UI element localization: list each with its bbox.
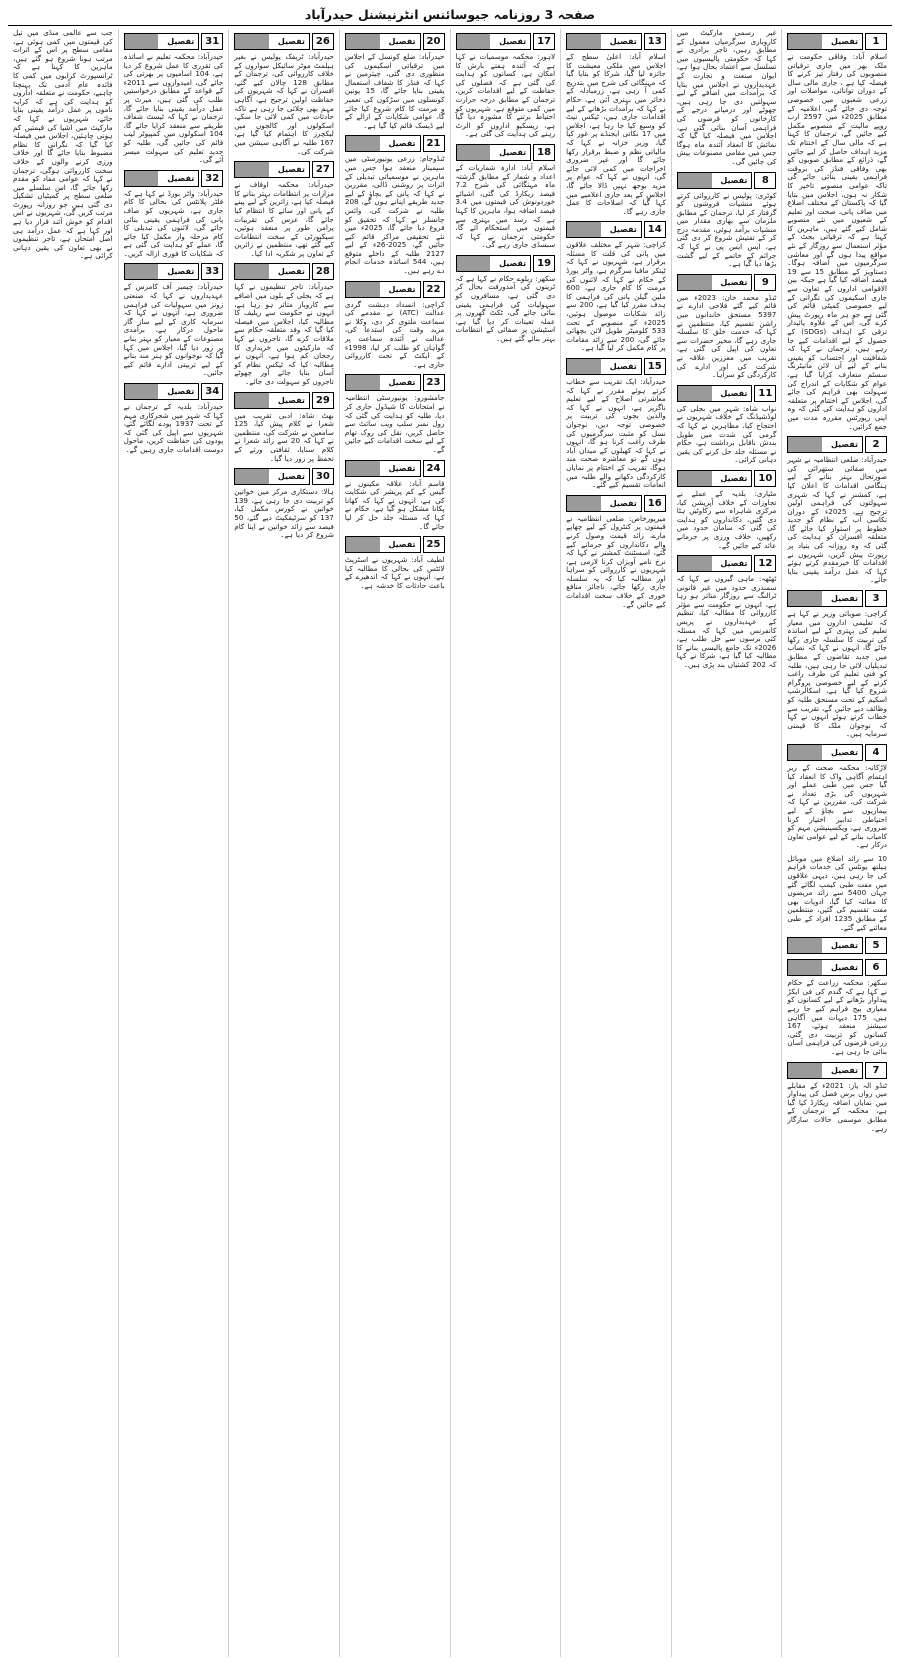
article-text: اسلام آباد: اعلیٰ سطح کے اجلاس میں ملکی معیشت کا جائزہ لیا گیا، شرکا کو بتایا گیا کہ مہنگائی کی شرح میں بتدریج کمی آ رہی ہے، زرمبادلہ کے ذخائر میں بہتری آئی ہے، حکام نے کہا کہ برآمدات بڑھانے کے لیے اقدامات جاری ہیں، ٹیکس نیٹ کو وسیع کیا جا رہا ہے، اجلاس میں 17 نکاتی ایجنڈے پر غور کیا گیا، وزیر خزانہ نے کہا کہ مالیاتی نظم و ضبط برقرار رکھا جائے گا اور غیر ضروری اخراجات میں کمی لائی جائے گی، انہوں نے کہا کہ عوام پر مزید بوجھ نہیں ڈالا جائے گا، اجلاس کے بعد جاری اعلامیے میں کہا گیا کہ اصلاحات کا عمل جاری رہے گا۔: [566, 52, 666, 216]
headline-bar: [124, 383, 200, 400]
headline-shade: [346, 34, 380, 49]
article-block: [345, 135, 445, 275]
article-block: [234, 392, 334, 464]
headline-bar: [234, 263, 310, 280]
article-text: کراچی: صوبائی وزیر نے کہا ہے کہ تعلیمی اداروں میں معیار تعلیم کی بہتری کے لیے اساتذہ کی تربیت کا سلسلہ جاری رکھا جائے گا، انہوں نے کہا کہ نصاب میں جدید تقاضوں کے مطابق تبدیلیاں لائی جا رہی ہیں، طلبہ کو فنی تعلیم کی طرف راغب کرنے کے لیے خصوصی پروگرام شروع کیا گیا ہے، اسکالرشپ اسکیم کے تحت مستحق طلبہ کو وظائف دیے جائیں گے، تقریب سے خطاب کرتے ہوئے انہوں نے کہا کہ نوجوان ملک کا قیمتی سرمایہ ہیں۔: [787, 609, 887, 739]
headline-number: 22: [423, 281, 445, 298]
article-text: جامشورو: یونیورسٹی انتظامیہ نے امتحانات کا شیڈول جاری کر دیا، طلبہ کو ہدایت کی گئی کہ رول نمبر سلپ ویب سائٹ سے حاصل کریں، نقل کی روک تھام کے لیے سخت اقدامات کیے جائیں گے۔: [344, 393, 445, 454]
headline-caption: تفصیل: [388, 284, 416, 294]
article-block: [677, 172, 777, 269]
article-text: ٹنڈوجام: زرعی یونیورسٹی میں سیمینار منعقد ہوا جس میں ماہرین نے موسمیاتی تبدیلی کے اثرات پر روشنی ڈالی، مقررین نے کہا کہ پانی کے بچاؤ کے لیے جدید طریقے اپنانے ہوں گے، 208 طلبہ نے شرکت کی، وائس چانسلر نے کہا کہ تحقیق کو فروغ دیا جائے گا، 2025ء میں نئے تحقیقی مراکز قائم کیے جائیں گے، 2025-26ء کے لیے 2127 طلبہ کے داخلے متوقع ہیں، 544 اساتذہ خدمات انجام دے رہے ہیں۔: [344, 154, 445, 276]
headline-shade: [678, 275, 712, 290]
headline-bar: [345, 536, 421, 553]
headline-number: 34: [201, 383, 223, 400]
headline-shade: [567, 496, 601, 511]
headline-caption: تفصیل: [167, 267, 195, 277]
article-text: لاہور: محکمہ موسمیات نے کہا ہے کہ آئندہ ہفتے بارش کا امکان ہے، کسانوں کو ہدایت کی گئی ہے کہ فصلوں کی حفاظت کے لیے اقدامات کریں، ترجمان کے مطابق درجہ حرارت میں کمی متوقع ہے، شہریوں کو احتیاط برتنے کا مشورہ دیا گیا ہے، ریسکیو اداروں کو الرٹ رہنے کی ہدایت کی گئی ہے۔: [455, 52, 556, 139]
article-text: کوٹری: پولیس نے کارروائی کرتے ہوئے منشیات فروشوں کو گرفتار کر لیا، ترجمان کے مطابق ملزمان سے بھاری مقدار میں منشیات برآمد ہوئی، مقدمہ درج کر کے تفتیش شروع کر دی گئی ہے، ایس ایس پی نے کہا کہ جرائم کے خاتمے کے لیے گشت بڑھا دیا گیا ہے۔: [676, 190, 777, 269]
headline-shade: [235, 393, 269, 408]
headline-5: [787, 937, 887, 954]
article-text: حیدرآباد: واٹر بورڈ نے کہا ہے کہ فلٹر پلانٹس کی بحالی کا کام جاری ہے، شہریوں کو صاف پانی کی فراہمی یقینی بنائی جائے گی، لائنوں کی تبدیلی کا کام مرحلہ وار مکمل کیا جائے گا، عملے کو ہدایت کی گئی ہے کہ شکایات کا فوری ازالہ کریں۔: [123, 188, 224, 258]
article-text: ٹھٹھہ: ماہی گیروں نے کہا کہ سمندری حدود میں غیر قانونی ٹرالنگ سے روزگار متاثر ہو رہا ہے، انہوں نے حکومت سے مؤثر کارروائی کا مطالبہ کیا، تنظیم کے عہدیداروں نے پریس کانفرنس میں کہا کہ مسئلہ کئی برسوں سے حل طلب ہے، 2026ء تک جامع پالیسی بنانے کا مطالبہ کیا گیا ہے، شرکا نے کہا کہ 202 کشتیاں بند پڑی ہیں۔: [676, 574, 777, 670]
headline-bar: [124, 33, 200, 50]
article-block: [677, 555, 777, 670]
headline-shade: [346, 461, 380, 476]
article-block: [566, 495, 666, 610]
headline-shade: [788, 1063, 822, 1078]
headline-7: [787, 1062, 887, 1079]
article-block: [234, 468, 334, 540]
headline-shade: [678, 386, 712, 401]
headline-bar: [566, 221, 642, 238]
headline-number: 30: [312, 468, 334, 485]
headline-number: 23: [423, 374, 445, 391]
article-text: اسلام آباد: ادارہ شماریات کے اعداد و شمار کے مطابق گزشتہ ماہ مہنگائی کی شرح 7.2 فیصد ریکارڈ کی گئی، اشیائے خوردونوش کی قیمتوں میں 3.4 فیصد اضافہ ہوا، ماہرین کا کہنا ہے کہ رسد میں بہتری سے قیمتوں میں استحکام آئے گا، حکومتی ترجمان نے کہا کہ سبسڈی جاری رہے گی۔: [455, 162, 556, 250]
headline-bar: [124, 263, 200, 280]
headline-shade: [125, 171, 159, 186]
headline-18: [456, 144, 556, 161]
headline-number: 33: [201, 263, 223, 280]
headline-20: [345, 33, 445, 50]
headline-number: 15: [644, 358, 666, 375]
headline-bar: [234, 468, 310, 485]
headline-bar: [677, 555, 753, 572]
headline-9: [677, 274, 777, 291]
headline-number: 4: [865, 744, 887, 761]
headline-number: 18: [533, 144, 555, 161]
article-text: قاسم آباد: علاقہ مکینوں نے گیس کے کم پریشر کی شکایت کی ہے، انہوں نے کہا کہ کھانا پکانا مشکل ہو گیا ہے، حکام نے کہا کہ مسئلہ جلد حل کر لیا جائے گا۔: [344, 478, 445, 531]
column-8: [8, 29, 118, 1657]
headline-shade: [567, 222, 601, 237]
headline-bar: [456, 144, 532, 161]
headline-number: 8: [754, 172, 776, 189]
article-text: 10 سے زائد اضلاع میں موبائل ہیلتھ یونٹس کی خدمات فراہم کی جا رہی ہیں، دیہی علاقوں میں مفت طبی کیمپ لگائے گئے جہاں 5400 سے زائد مریضوں کا معائنہ کیا گیا، ادویات بھی مفت تقسیم کی گئیں، منتظمین کے مطابق 1235 افراد کے طبی معائنے کیے گئے۔: [787, 853, 887, 932]
headline-shade: [125, 34, 159, 49]
article-text: مٹیاری: بلدیہ کے عملے نے تجاوزات کے خلاف آپریشن کیا، مرکزی شاہراہ سے رکاوٹیں ہٹا دی گئیں، دکانداروں کو ہدایت کی گئی کہ سامان حدود میں رکھیں، خلاف ورزی پر جرمانے عائد کیے جائیں گے۔: [676, 488, 777, 550]
headline-15: [566, 358, 666, 375]
headline-shade: [125, 264, 159, 279]
headline-caption: تفصیل: [830, 747, 858, 757]
article-block: [787, 436, 887, 585]
headline-shade: [346, 136, 380, 151]
headline-caption: تفصیل: [499, 37, 527, 46]
headline-caption: تفصیل: [388, 378, 416, 388]
article-block: [124, 33, 224, 165]
headline-shade: [678, 556, 712, 571]
column-7: [118, 29, 229, 1657]
headline-number: 26: [312, 33, 334, 50]
headline-27: [234, 161, 334, 178]
article-block: [234, 263, 334, 386]
headline-19: [456, 255, 556, 272]
column-1: [781, 29, 892, 1657]
article-block: [787, 590, 887, 739]
article-text: ٹنڈو محمد خان: 2023ء میں قائم کیے گئے فلاحی ادارے نے 5397 مستحق خاندانوں میں راشن تقسیم کیا، منتظمین نے کہا کہ خدمت خلق کا سلسلہ جاری رہے گا، مخیر حضرات سے تعاون کی اپیل کی گئی ہے، تقریب میں معززین علاقہ نے شرکت کی اور ادارے کی کارکردگی کو سراہا۔: [676, 292, 777, 380]
article-text: نواب شاہ: شہر میں بجلی کی لوڈشیڈنگ کے خلاف شہریوں نے احتجاج کیا، مظاہرین نے کہا کہ گرمی کی شدت میں طویل بندش ناقابل برداشت ہے، حکام نے مسئلہ جلد حل کرنے کی یقین دہانی کرائی۔: [676, 403, 777, 465]
headline-24: [345, 460, 445, 477]
headline-caption: تفصیل: [277, 37, 305, 46]
headline-number: 27: [312, 161, 334, 178]
headline-number: 21: [423, 135, 445, 152]
headline-6: [787, 959, 887, 976]
headline-25: [345, 536, 445, 553]
headline-caption: تفصیل: [609, 362, 637, 371]
article-block: [566, 33, 666, 216]
article-text: کراچی: شہر کے مختلف علاقوں میں پانی کی قلت کا مسئلہ برقرار ہے، شہریوں نے کہا کہ ٹینکر مافیا سرگرم ہے، واٹر بورڈ کے حکام نے کہا کہ لائنوں کی مرمت کا کام جاری ہے، 600 ملین گیلن پانی کی فراہمی کا ہدف مقرر کیا گیا ہے، 200 سے زائد شکایات موصول ہوئیں، 2025ء کے منصوبے کے تحت 533 کلومیٹر طویل لائن بچھائی جائے گی، 200 سے زائد مقامات پر کام مکمل کر لیا گیا ہے۔: [566, 240, 666, 353]
headline-caption: تفصیل: [720, 388, 748, 398]
article-text: حیدرآباد: ٹریفک پولیس نے بغیر ہیلمٹ موٹر سائیکل سواروں کے خلاف کارروائی کی، ترجمان کے مطابق 128 چالان کیے گئے، افسران نے کہا کہ شہریوں کی حفاظت اولین ترجیح ہے، آگاہی مہم بھی چلائی جا رہی ہے تاکہ حادثات میں کمی لائی جا سکے، اسکولوں اور کالجوں میں لیکچرز کا اہتمام کیا گیا ہے، 167 طلبہ نے آگاہی سیشن میں شرکت کی۔: [234, 52, 334, 156]
headline-caption: تفصیل: [277, 472, 305, 482]
headline-shade: [346, 282, 380, 297]
article-block: [456, 33, 556, 139]
headline-32: [124, 170, 224, 187]
headline-shade: [346, 375, 380, 390]
headline-caption: تفصیل: [720, 559, 748, 569]
headline-bar: [787, 436, 863, 453]
headline-caption: تفصیل: [388, 540, 416, 550]
headline-number: 17: [533, 33, 555, 50]
headline-21: [345, 135, 445, 152]
headline-bar: [345, 281, 421, 298]
headline-bar: [787, 33, 863, 50]
headline-bar: [234, 33, 310, 50]
headline-bar: [234, 392, 310, 409]
headline-caption: تفصیل: [167, 387, 195, 396]
headline-3: [787, 590, 887, 607]
article-text: سکھر: محکمہ زراعت کے حکام نے کہا ہے کہ گندم کی فی ایکڑ پیداوار بڑھانے کے لیے کسانوں کو معیاری بیج فراہم کیے جا رہے ہیں، 175 دیہات میں آگاہی سیشنز منعقد ہوئے، 167 کسانوں کو تربیت دی گئی، زرعی قرضوں کی فراہمی آسان بنائی جا رہی ہے۔: [787, 978, 887, 1056]
column-4: [450, 29, 561, 1657]
headline-bar: [677, 385, 753, 402]
article-block: [124, 263, 224, 378]
headline-number: 12: [754, 555, 776, 572]
article-text: جب سے عالمی منڈی میں تیل کی قیمتوں میں کمی ہوئی ہے، مقامی سطح پر اس کے اثرات مرتب ہونا شروع ہو گئے ہیں، ماہرین کا کہنا ہے کہ ٹرانسپورٹ کرایوں میں کمی کا فائدہ عام آدمی تک پہنچنا چاہیے، حکومت نے متعلقہ اداروں کو ہدایت کی ہے کہ کرایہ ناموں پر عمل درآمد یقینی بنایا جائے، شہریوں نے کہا کہ مارکیٹ میں اشیا کی قیمتیں کم ہونی چاہئیں، اجلاس میں فیصلہ کیا گیا کہ نگرانی کا نظام مضبوط بنایا جائے گا اور خلاف ورزی کرنے والوں کے خلاف سخت کارروائی ہوگی، ترجمان نے کہا کہ عوامی مفاد کو مقدم رکھا جائے گا، اس سلسلے میں ضلعی سطح پر کمیٹیاں تشکیل دی گئی ہیں جو روزانہ رپورٹ مرتب کریں گی، شہریوں نے اس اقدام کو خوش آئند قرار دیا ہے اور کہا ہے کہ عمل درآمد ہی اصل امتحان ہے، تاجر تنظیموں نے بھی تعاون کی یقین دہانی کرائی ہے۔: [13, 29, 113, 261]
headline-caption: تفصیل: [720, 175, 748, 185]
article-text: حیدرآباد: بلدیہ کے ترجمان نے کہا کہ شہر میں شجرکاری مہم کے تحت 1937 پودے لگائے گئے، شہریوں سے اپیل کی گئی کہ پودوں کی حفاظت کریں، ماحول دوست اقدامات جاری رہیں گے۔: [123, 402, 224, 454]
headline-bar: [345, 33, 421, 50]
article-text: کراچی: انسداد دہشت گردی عدالت (ATC) نے مقدمے کی سماعت ملتوی کر دی، وکلا نے مزید وقت کی استدعا کی، عدالت نے آئندہ سماعت پر گواہان کو طلب کر لیا، 1998ء کے ایکٹ کے تحت کارروائی جاری ہے۔: [344, 299, 445, 369]
headline-number: 32: [201, 170, 223, 187]
headline-bar: [677, 274, 753, 291]
headline-bar: [345, 460, 421, 477]
headline-1: [787, 33, 887, 50]
headline-caption: تفصیل: [609, 498, 637, 508]
headline-shade: [346, 537, 380, 552]
article-text: غیر رسمی مارکیٹ میں کاروباری سرگرمیاں معمول کے مطابق رہیں، تاجر برادری نے کہا کہ حکومتی پالیسیوں میں تسلسل سے اعتماد بحال ہوا ہے، ایوان صنعت و تجارت کے عہدیداروں نے اجلاس میں بتایا کہ برآمدات میں اضافے کے لیے سہولتیں دی جا رہی ہیں، چھوٹے اور درمیانے درجے کے کارخانوں کو قرضوں کی فراہمی آسان بنائی گئی ہے، اجلاس میں فیصلہ کیا گیا کہ نمائش کا انعقاد آئندہ ماہ ہوگا جس میں مقامی مصنوعات پیش کی جائیں گی۔: [676, 29, 777, 166]
article-text: لاڑکانہ: محکمہ صحت کے زیر اہتمام آگاہی واک کا انعقاد کیا گیا جس میں طبی عملے اور شہریوں کی بڑی تعداد نے شرکت کی، مقررین نے کہا کہ بیماریوں سے بچاؤ کے لیے احتیاطی تدابیر اختیار کرنا ضروری ہے، ویکسینیشن مہم کو کامیاب بنانے کے لیے عوامی تعاون درکار ہے۔: [787, 762, 887, 850]
headline-number: 16: [644, 495, 666, 512]
headline-shade: [235, 469, 269, 484]
headline-number: 29: [312, 392, 334, 409]
headline-number: 13: [644, 33, 666, 50]
headline-number: 10: [754, 470, 776, 487]
headline-23: [345, 374, 445, 391]
headline-4: [787, 744, 887, 761]
headline-shade: [457, 145, 491, 160]
headline-11: [677, 385, 777, 402]
article-text: اسلام آباد: وفاقی حکومت نے ملک بھر میں جاری ترقیاتی منصوبوں کی رفتار تیز کرنے کا فیصلہ کیا ہے ، جاری مالی سال کے دوران توانائی، مواصلات اور زرعی شعبوں میں خصوصی توجہ دی جائے گی، اعلامیہ کے مطابق 2025ء میں 2597 ارب روپے مالیت کے منصوبے مکمل کیے جائیں گے، ترجمان کا کہنا ہے کہ مالی سال کے اختتام تک مزید اہداف حاصل کر لیے جائیں گے، ذرائع کے مطابق صوبوں کو بھی وفاقی فنڈز کی بروقت فراہمی یقینی بنائی جائے گی تاکہ عوامی منصوبے تاخیر کا شکار نہ ہوں، اجلاس میں بتایا گیا کہ پاکستان کے مختلف اضلاع میں صاف پانی، صحت اور تعلیم کے شعبوں میں نئے منصوبے شامل کیے گئے ہیں، ماہرین کا کہنا ہے کہ ترقیاتی بجٹ کے مؤثر استعمال سے روزگار کے نئے مواقع پیدا ہوں گے اور معاشی سرگرمیوں میں اضافہ ہوگا۔ دستاویز کے مطابق 15 سے 19 فیصد اضافہ کیا گیا ہے جبکہ بین الاقوامی اداروں کے تعاون سے جاری اسکیموں کی نگرانی کے لیے خصوصی کمیٹی قائم کی گئی ہے جو ہر ماہ رپورٹ پیش کرے گی، اس کے علاوہ پائیدار ترقی کے اہداف (SDGs) کے حصول کے لیے اقدامات کیے جا رہے ہیں، ترجمان نے کہا کہ شفافیت اور احتساب کو یقینی بنانے کے لیے آن لائن مانیٹرنگ سسٹم متعارف کرایا گیا ہے، عوام کو شکایات کے اندراج کی سہولت بھی فراہم کی جائے گی، اجلاس کے اختتام پر متعلقہ اداروں کو ہدایت کی گئی کہ وہ اپنی رپورٹس مقررہ مدت میں جمع کرائیں۔: [787, 52, 887, 431]
headline-number: 6: [865, 959, 887, 976]
article-block: [787, 937, 887, 954]
headline-bar: [345, 374, 421, 391]
headline-number: 5: [865, 937, 887, 954]
headline-caption: تفصیل: [499, 147, 527, 157]
headline-bar: [345, 135, 421, 152]
headline-number: 11: [754, 385, 776, 402]
headline-bar: [677, 172, 753, 189]
headline-number: 3: [865, 590, 887, 607]
article-block: [787, 33, 887, 431]
headline-shade: [567, 359, 601, 374]
article-block: [13, 29, 113, 261]
article-text: میرپورخاص: ضلعی انتظامیہ نے قیمتوں پر کنٹرول کے لیے چھاپے مارے، زائد قیمت وصول کرنے والے دکانداروں کو جرمانے کیے گئے، اسسٹنٹ کمشنر نے کہا کہ نرخ نامے آویزاں کرنا لازمی ہے، شہریوں نے کارروائی کو سراہا اور مطالبہ کیا کہ یہ سلسلہ جاری رکھا جائے، ناجائز منافع خوری کے خلاف سخت اقدامات کیے جائیں گے۔: [566, 513, 666, 609]
headline-number: 1: [865, 33, 887, 50]
headline-bar: [787, 937, 863, 954]
article-text: حیدرآباد: تاجر تنظیموں نے کہا ہے کہ بجلی کے بلوں میں اضافے سے کاروبار متاثر ہو رہا ہے، انہوں نے حکومت سے ریلیف کا مطالبہ کیا، اجلاس میں فیصلہ کیا گیا کہ وفد متعلقہ حکام سے ملاقات کرے گا، تاجروں نے کہا کہ مارکیٹوں میں خریداری کا رجحان کم ہوا ہے، انہوں نے مطالبہ کیا کہ ٹیکس نظام کو آسان بنایا جائے اور چھوٹے تاجروں کو سہولت دی جائے۔: [234, 282, 334, 386]
article-text: حیدرآباد: ضلع کونسل کے اجلاس میں ترقیاتی اسکیموں کی منظوری دی گئی، چیئرمین نے کہا کہ فنڈز کا شفاف استعمال یقینی بنایا جائے گا، 15 یونین کونسلوں میں سڑکوں کی تعمیر و مرمت کا کام شروع کیا جائے گا، عوامی شکایات کے ازالے کے لیے ڈیسک قائم کیا گیا ہے۔: [344, 52, 445, 130]
headline-shade: [678, 173, 712, 188]
headline-shade: [457, 256, 491, 271]
article-text: ٹنڈو الہ یار: 2021ء کے مقابلے میں رواں برس فصل کی پیداوار میں نمایاں اضافہ ریکارڈ کیا گیا ہے، محکمہ کے ترجمان کے مطابق موسمی حالات سازگار رہے۔: [787, 1080, 887, 1133]
article-text: بھٹ شاہ: ادبی تقریب میں شعرا نے کلام پیش کیا، 125 سامعین نے شرکت کی، منتظمین نے کہا کہ 20 سے زائد شعرا نے کلام سنایا، ثقافتی ورثے کے تحفظ پر زور دیا گیا۔: [234, 410, 334, 463]
headline-caption: تفصیل: [167, 37, 195, 46]
article-block: [456, 255, 556, 344]
headline-shade: [125, 384, 159, 399]
headline-number: 20: [423, 33, 445, 50]
headline-31: [124, 33, 224, 50]
headline-shade: [457, 34, 491, 49]
article-block: [787, 959, 887, 1056]
headline-number: 25: [423, 536, 445, 553]
headline-13: [566, 33, 666, 50]
headline-caption: تفصیل: [830, 440, 858, 450]
headline-shade: [788, 938, 822, 953]
headline-bar: [566, 495, 642, 512]
headline-17: [456, 33, 556, 50]
headline-caption: تفصیل: [830, 963, 858, 973]
article-block: [566, 221, 666, 353]
headline-22: [345, 281, 445, 298]
headline-number: 9: [754, 274, 776, 291]
headline-bar: [787, 590, 863, 607]
article-block: [124, 170, 224, 259]
article-text: ہالا: دستکاری مرکز میں خواتین کو تربیت دی جا رہی ہے، 139 خواتین نے کورس مکمل کیا، 137 کو سرٹیفکیٹ دیے گئے، 50 فیصد سے زائد خواتین نے اپنا کام شروع کر دیا ہے۔: [234, 487, 334, 540]
article-block: [787, 1062, 887, 1134]
headline-34: [124, 383, 224, 400]
column-3: [560, 29, 671, 1657]
headline-caption: تفصیل: [167, 173, 195, 183]
headline-caption: تفصیل: [830, 1065, 858, 1075]
headline-2: [787, 436, 887, 453]
headline-bar: [787, 1062, 863, 1079]
headline-number: 19: [533, 255, 555, 272]
headline-caption: تفصیل: [388, 139, 416, 149]
article-block: [234, 161, 334, 258]
headline-8: [677, 172, 777, 189]
headline-16: [566, 495, 666, 512]
headline-33: [124, 263, 224, 280]
article-block: [124, 383, 224, 455]
headline-caption: تفصیل: [720, 277, 748, 287]
headline-bar: [787, 959, 863, 976]
column-container: [8, 29, 892, 1657]
headline-shade: [788, 745, 822, 760]
headline-bar: [456, 33, 532, 50]
headline-shade: [788, 437, 822, 452]
headline-shade: [235, 34, 269, 49]
headline-12: [677, 555, 777, 572]
column-6: [228, 29, 339, 1657]
page-masthead: صفحہ 3 روزنامہ جیوسائنس انٹرنیشنل حیدرآباد: [8, 6, 892, 26]
headline-bar: [677, 470, 753, 487]
article-text: حیدرآباد: محکمہ اوقاف نے مزارات پر انتظامات بہتر بنانے کا فیصلہ کیا ہے، زائرین کے لیے پینے کے پانی اور سائے کا انتظام کیا جائے گا، عرس کی تقریبات پرامن طور پر منعقد ہوئیں، سیکیورٹی کے سخت انتظامات کیے گئے تھے، منتظمین نے زائرین کے تعاون پر شکریہ ادا کیا۔: [234, 180, 334, 258]
headline-bar: [787, 744, 863, 761]
column-5: [339, 29, 450, 1657]
headline-caption: تفصیل: [830, 37, 858, 46]
article-block: [677, 274, 777, 380]
headline-caption: تفصیل: [609, 37, 637, 46]
headline-caption: تفصیل: [499, 258, 527, 268]
headline-shade: [788, 591, 822, 606]
headline-14: [566, 221, 666, 238]
article-block: [456, 144, 556, 250]
article-text: حیدرآباد: محکمہ تعلیم نے اساتذہ کی تقرری کا عمل شروع کر دیا ہے، 104 اسامیوں پر بھرتی کی جائے گی، امیدواروں سے 2011ء کے قواعد کے مطابق درخواستیں طلب کی گئی ہیں، میرٹ پر عمل درآمد یقینی بنایا جائے گا، ترجمان نے کہا کہ ٹیسٹ شفاف طریقے سے منعقد کرایا جائے گا، 104 اسکولوں میں کمپیوٹر لیب قائم کی جائیں گی، طلبہ کو جدید تعلیم کی سہولت میسر آئے گی۔: [123, 52, 224, 165]
headline-number: 31: [201, 33, 223, 50]
headline-26: [234, 33, 334, 50]
headline-caption: تفصیل: [830, 941, 858, 951]
article-block: [787, 855, 887, 932]
headline-bar: [234, 161, 310, 178]
article-text: سکھر: ریلوے حکام نے کہا ہے کہ ٹرینوں کی آمدورفت بحال کر دی گئی ہے، مسافروں کو سہولیات کی فراہمی یقینی بنائی جائے گی، ٹکٹ گھروں پر عملہ تعینات کر دیا گیا ہے، اسٹیشن پر صفائی کے انتظامات بہتر بنائے گئے ہیں۔: [455, 273, 556, 344]
article-block: [677, 470, 777, 550]
article-block: [345, 536, 445, 590]
article-block: [345, 33, 445, 130]
article-block: [677, 385, 777, 465]
article-text: حیدرآباد: چیمبر آف کامرس کے عہدیداروں نے کہا کہ صنعتی زونز میں سہولیات کی فراہمی ضروری ہے، انہوں نے کہا کہ سرمایہ کاری کے لیے ساز گار ماحول درکار ہے، برآمدی مصنوعات کے معیار کو بہتر بنانے پر زور دیا گیا، اجلاس میں کہا گیا کہ نوجوانوں کو ہنر مند بنانے کے لیے تربیتی ادارے قائم کیے جائیں۔: [123, 282, 224, 378]
article-block: [677, 29, 777, 167]
article-block: [566, 358, 666, 490]
headline-shade: [235, 162, 269, 177]
article-text: حیدرآباد: ضلعی انتظامیہ نے شہر میں صفائی ستھرائی کی صورتحال بہتر بنانے کے لیے ہنگامی اقدامات کا اعلان کیا ہے، کمشنر نے کہا کہ شہری سہولتوں کی فراہمی اولین ترجیح ہے، 2025ء کے دوران نکاسی آب کے نظام کو جدید خطوط پر استوار کیا جائے گا، متعلقہ افسران کو ہدایت کی گئی کہ وہ روزانہ کی بنیاد پر رپورٹ پیش کریں، شہریوں نے اقدامات کا خیرمقدم کرتے ہوئے کہا کہ عمل درآمد یقینی بنایا جائے۔: [787, 455, 887, 585]
headline-bar: [566, 358, 642, 375]
headline-10: [677, 470, 777, 487]
headline-caption: تفصیل: [720, 473, 748, 483]
headline-shade: [788, 34, 822, 49]
headline-30: [234, 468, 334, 485]
headline-number: 7: [865, 1062, 887, 1079]
article-block: [345, 460, 445, 532]
headline-shade: [788, 960, 822, 975]
headline-caption: تفصیل: [830, 594, 858, 604]
headline-caption: تفصیل: [609, 225, 637, 235]
headline-bar: [566, 33, 642, 50]
headline-caption: تفصیل: [388, 463, 416, 473]
headline-number: 28: [312, 263, 334, 280]
headline-caption: تفصیل: [388, 37, 416, 46]
headline-number: 2: [865, 436, 887, 453]
headline-29: [234, 392, 334, 409]
article-block: [234, 33, 334, 156]
article-block: [787, 744, 887, 850]
headline-shade: [678, 471, 712, 486]
article-text: لطیف آباد: شہریوں نے اسٹریٹ لائٹس کی بحالی کا مطالبہ کیا ہے، انہوں نے کہا کہ اندھیرے کے باعث حادثات کا خدشہ ہے۔: [344, 555, 445, 590]
article-text: حیدرآباد: ایک تقریب سے خطاب کرتے ہوئے مقرر نے کہا کہ معاشرتی اصلاح کے لیے تعلیم ناگزیر ہے، انہوں نے کہا کہ والدین بچوں کی تربیت پر خصوصی توجہ دیں، نوجوان نسل کو مثبت سرگرمیوں کی طرف راغب کرنا ہو گا، انہوں نے کہا کہ کھیلوں کے میدان آباد ہوں گے تو معاشرہ صحت مند ہوگا، تقریب کے اختتام پر نمایاں کارکردگی دکھانے والے طلبہ میں انعامات تقسیم کیے گئے۔: [566, 377, 666, 490]
headline-caption: تفصیل: [277, 395, 305, 405]
headline-shade: [567, 34, 601, 49]
column-2: [671, 29, 782, 1657]
headline-number: 24: [423, 460, 445, 477]
headline-bar: [124, 170, 200, 187]
article-block: [345, 374, 445, 454]
headline-caption: تفصیل: [277, 267, 305, 277]
article-block: [345, 281, 445, 370]
headline-number: 14: [644, 221, 666, 238]
headline-28: [234, 263, 334, 280]
headline-bar: [456, 255, 532, 272]
headline-shade: [235, 264, 269, 279]
headline-caption: تفصیل: [277, 165, 305, 175]
